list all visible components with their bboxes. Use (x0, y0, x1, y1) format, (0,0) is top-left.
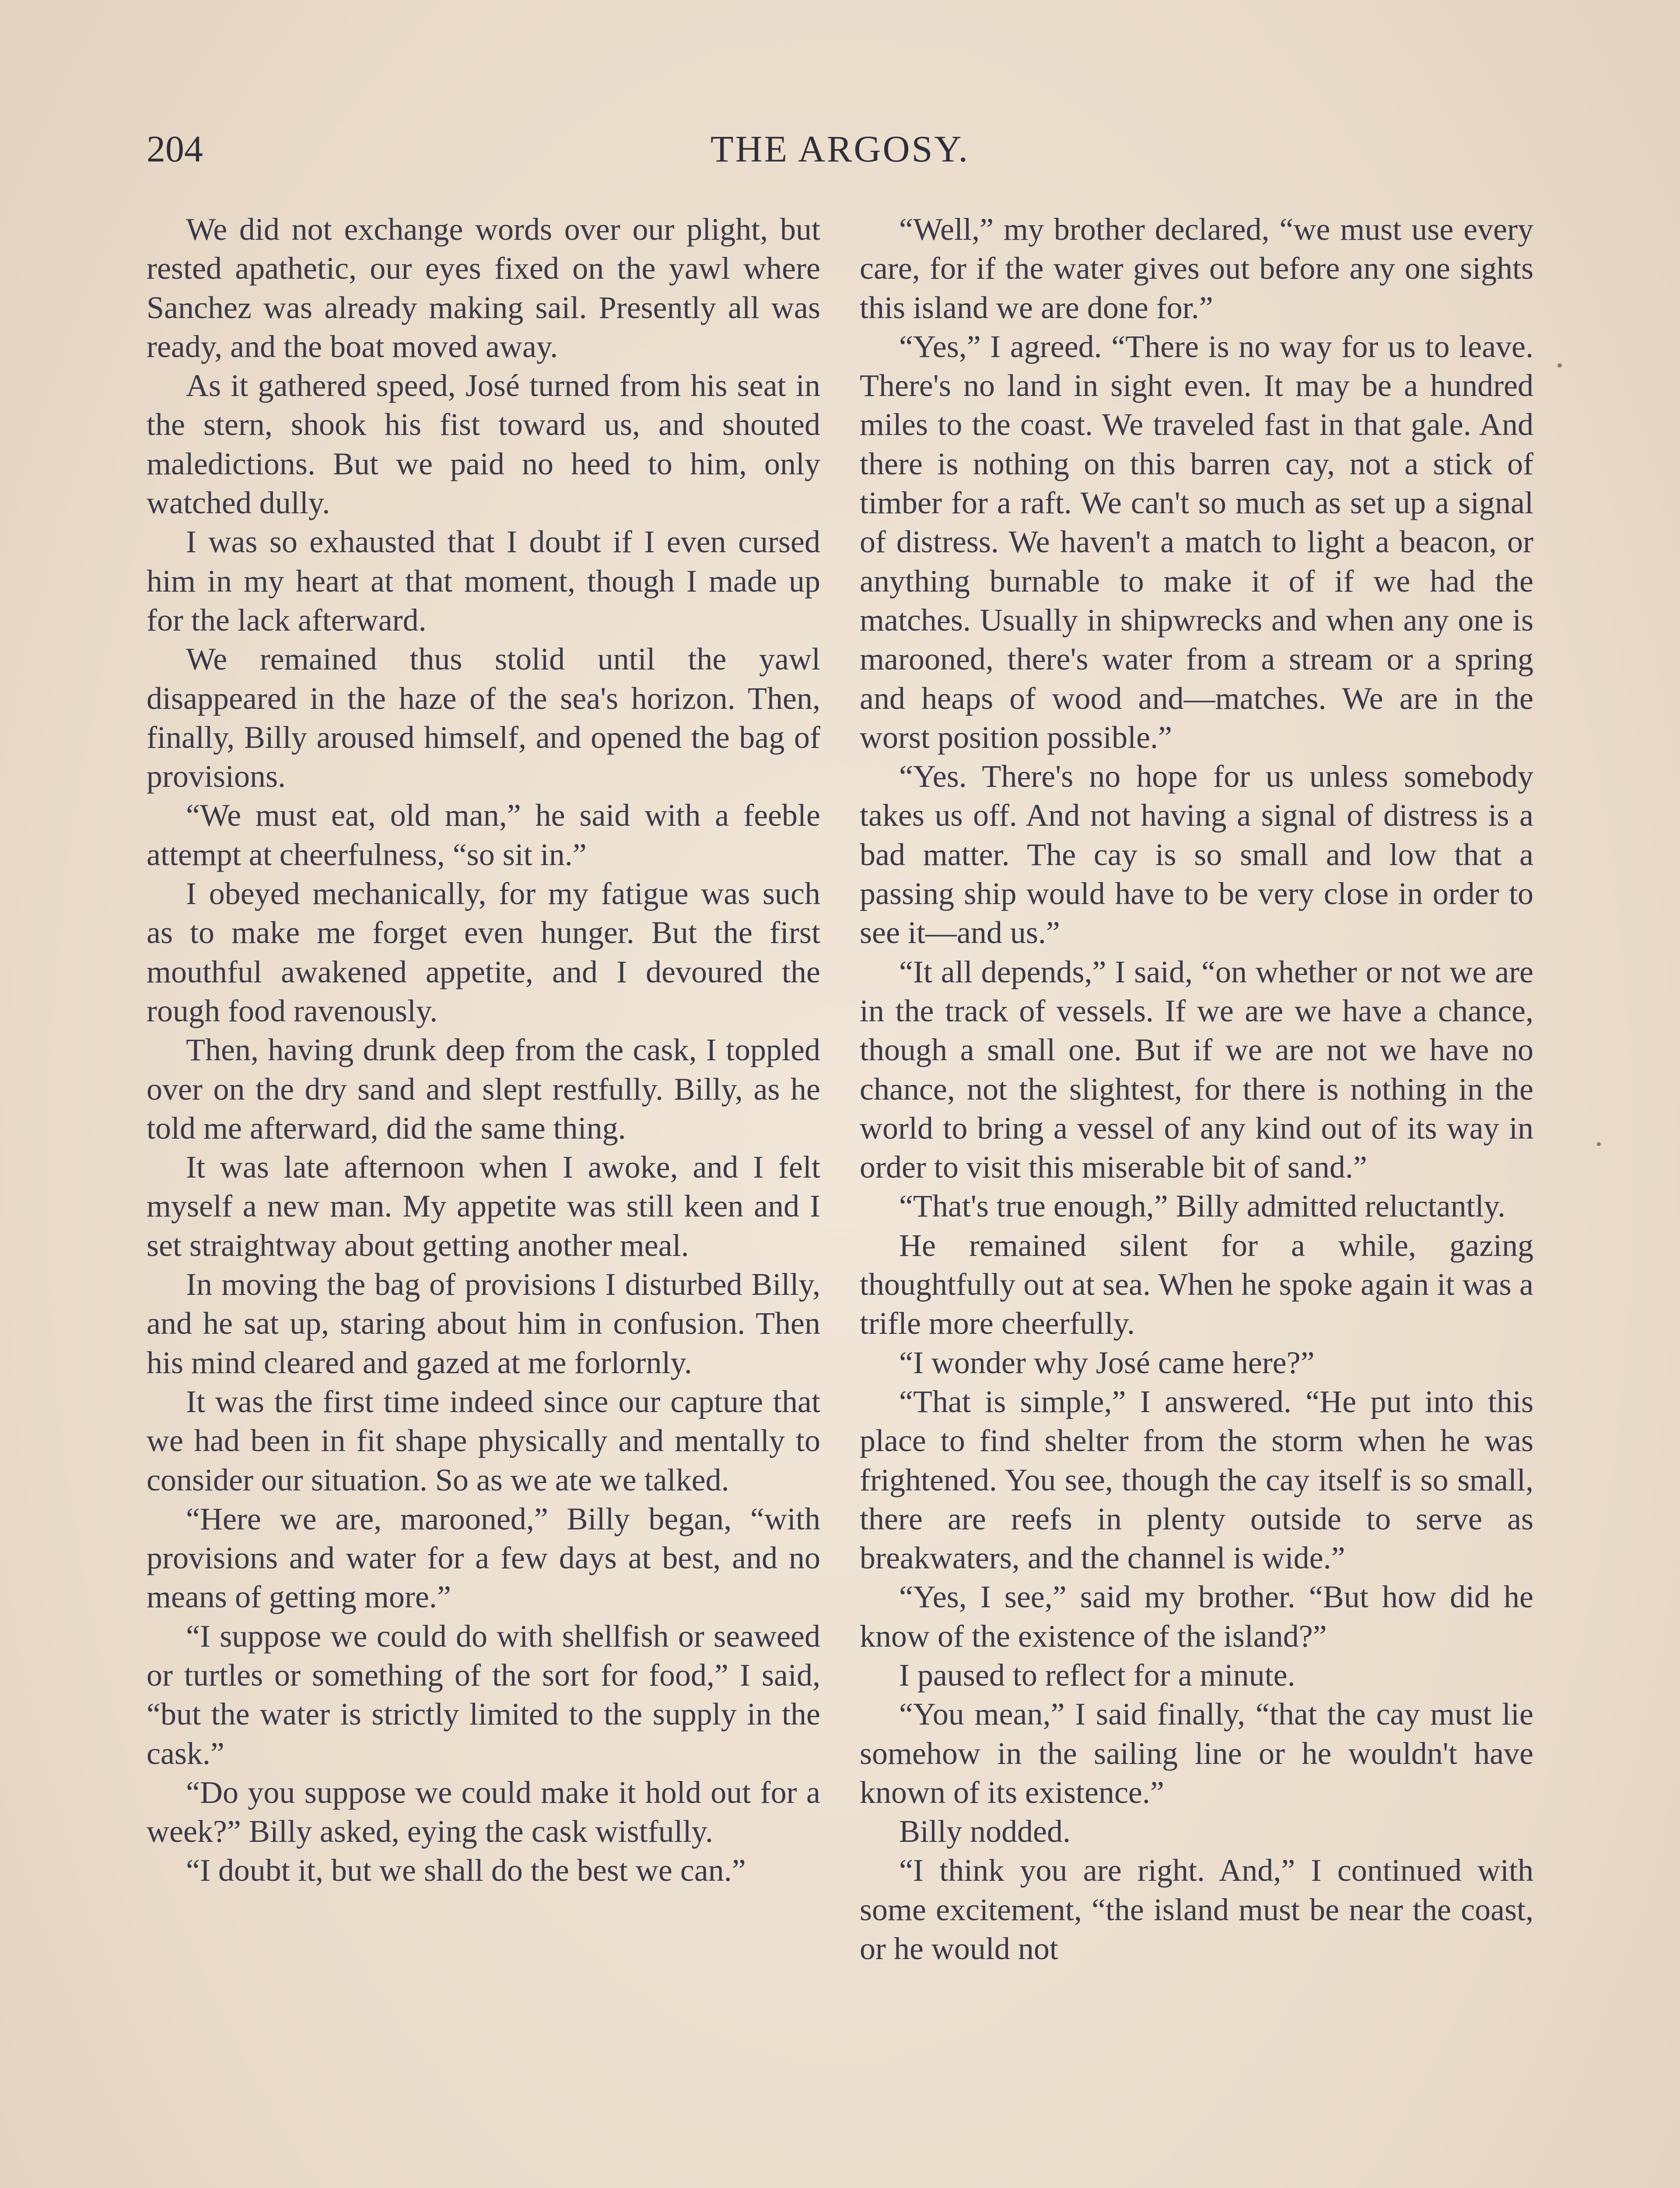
paragraph: “I think you are right. And,” I continued with some excitement, “the island must be near the coast, or he would not (860, 1853, 1533, 1967)
paragraph: As it gathered speed, José turned from his seat in the stern, shook his fist toward us, and shouted maledictions. But we paid no heed to him, only watched dully. (147, 368, 820, 521)
paragraph: I obeyed mechanically, for my fatigue was such as to make me forget even hunger. But the first mouthful awakened appetite, and I devoured the rough food ravenously. (147, 876, 820, 1028)
paragraph: “Yes. There's no hope for us unless somebody takes us off. And not having a signal of distress is a bad matter. The cay is so small and low that a passing ship would have to be very close in order to see it—and us.” (860, 759, 1533, 950)
paragraph: It was the first time indeed since our capture that we had been in fit shape physically and mentally to consider our situation. So as we ate we talked. (147, 1384, 820, 1497)
paragraph: “We must eat, old man,” he said with a feeble attempt at cheerfulness, “so sit in.” (147, 798, 820, 872)
page-number: 204 (147, 128, 203, 170)
page-header (147, 125, 1533, 173)
paragraph: We did not exchange words over our plight, but rested apathetic, our eyes fixed on the yawl where Sanchez was already making sail. Presently all was ready, and the boat moved away. (147, 212, 820, 364)
paragraph: “That's true enough,” Billy admitted reluctantly. (899, 1189, 1505, 1224)
paragraph: “Yes,” I agreed. “There is no way for us to leave. There's no land in sight even. It may be a hundred miles to the coast. We traveled fast in that gale. And there is nothing on this barren cay, not a stick of timber for a raft. We can't so much as set up a signal of distress. We haven't a match to light a beacon, or anything burnable to make it of if we had the matches. Usually in shipwrecks and when any one is marooned, there's water from a stream or a spring and heaps of wood and—matches. We are in the worst position possible.” (860, 329, 1533, 755)
paragraph: In moving the bag of provisions I disturbed Billy, and he sat up, staring about him in confusion. Then his mind cleared and gazed at me forlornly. (147, 1267, 820, 1380)
running-title: THE ARGOSY. (710, 128, 970, 170)
right-column (860, 210, 1533, 1968)
paper-speck (1597, 1142, 1601, 1146)
paragraph: “You mean,” I said finally, “that the cay must lie somehow in the sailing line or he wouldn't have known of its existence.” (860, 1697, 1533, 1810)
paragraph: “Do you suppose we could make it hold out for a week?” Billy asked, eying the cask wistfully. (147, 1774, 820, 1849)
paragraph: Then, having drunk deep from the cask, I toppled over on the dry sand and slept restfully. Billy, as he told me afterward, did the same thing. (147, 1032, 820, 1146)
paper-speck (1558, 363, 1562, 368)
paragraph: Billy nodded. (899, 1814, 1071, 1849)
paragraph: “I suppose we could do with shellfish or seaweed or turtles or something of the sort for food,” I said, “but the water is strictly limited to the supply in the cask.” (147, 1618, 820, 1771)
paragraph: “I wonder why José came here?” (899, 1345, 1315, 1380)
paragraph: He remained silent for a while, gazing thoughtfully out at sea. When he spoke again it was a trifle more cheerfully. (860, 1227, 1533, 1341)
paragraph: “That is simple,” I answered. “He put into this place to find shelter from the storm when he was frightened. You see, though the cay itself is so small, there are reefs in plenty outside to serve as breakwaters, and the channel is wide.” (860, 1384, 1533, 1576)
paragraph: “Yes, I see,” said my brother. “But how did he know of the existence of the island?” (860, 1579, 1533, 1654)
paragraph: I paused to reflect for a minute. (899, 1657, 1295, 1693)
paragraph: I was so exhausted that I doubt if I even cursed him in my heart at that moment, though I made up for the lack afterward. (147, 524, 820, 638)
paragraph: We remained thus stolid until the yawl disappeared in the haze of the sea's horizon. Then, finally, Billy aroused himself, and opened the bag of provisions. (147, 642, 820, 794)
paragraph: “I doubt it, but we shall do the best we can.” (186, 1853, 746, 1888)
paragraph: “Well,” my brother declared, “we must use every care, for if the water gives out before any one sights this island we are done for.” (860, 212, 1533, 325)
left-column (147, 210, 820, 1890)
paragraph: It was late afternoon when I awoke, and I felt myself a new man. My appetite was still keen and I set straightway about getting another meal. (147, 1150, 820, 1263)
paragraph: “It all depends,” I said, “on whether or not we are in the track of vessels. If we are we have a chance, though a small one. But if we are not we have no chance, not the slightest, for there is nothing in the world to bring a vessel of any kind out of its way in order to visit this miserable bit of sand.” (860, 954, 1533, 1185)
paragraph: “Here we are, marooned,” Billy began, “with provisions and water for a few days at best, and no means of getting more.” (147, 1501, 820, 1615)
